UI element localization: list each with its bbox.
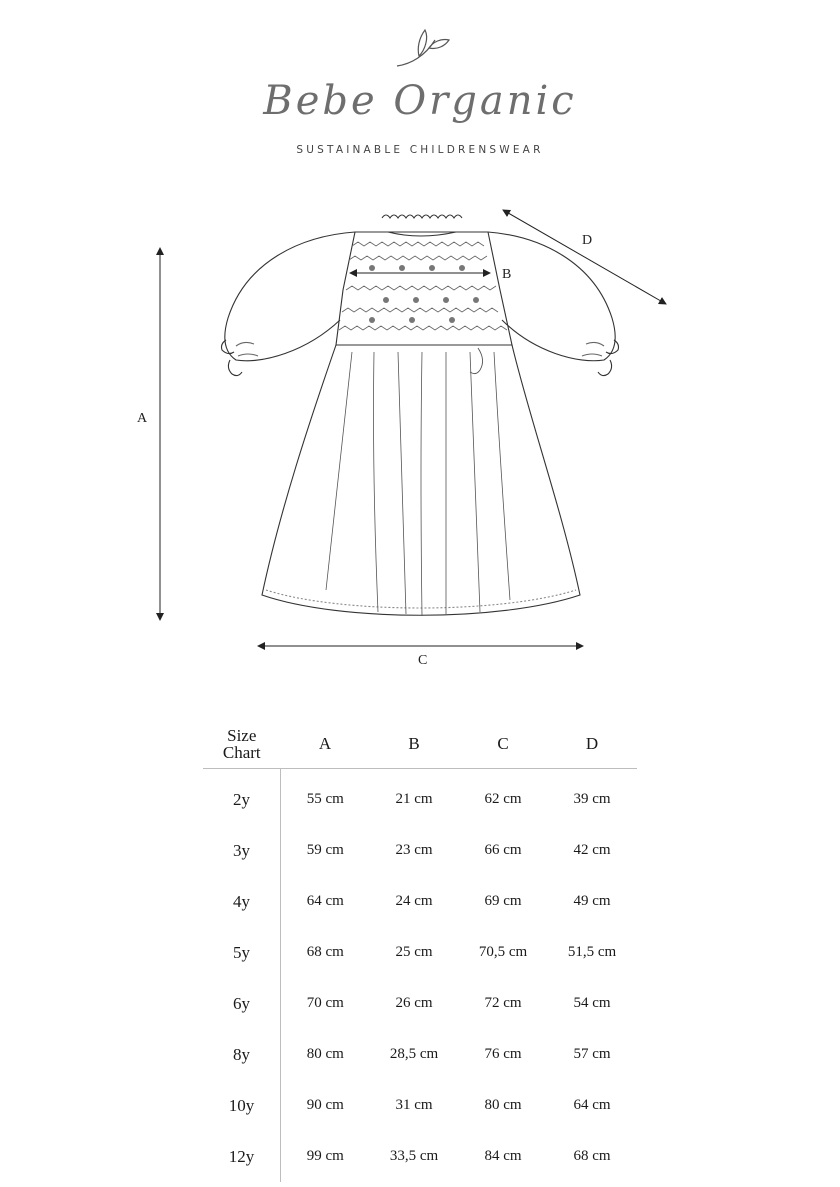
column-header-d: D [548,720,637,769]
table-row [203,1080,637,1131]
column-header-c: C [459,720,548,769]
measurement-cell: 31 cm [395,1097,433,1113]
size-label: 8y [203,1029,281,1080]
measurement-cell: 64 cm [573,1097,611,1113]
measurement-cell: 28,5 cm [389,1046,439,1062]
measurement-cell: 80 cm [306,1046,344,1062]
size-label: 5y [203,927,281,978]
table-row [203,876,637,927]
measurement-cell: 51,5 cm [567,944,617,960]
measurement-cell: 26 cm [395,995,433,1011]
measurement-cell: 59 cm [306,842,344,858]
measurement-cell: 57 cm [573,1046,611,1062]
measurement-cell: 69 cm [484,893,522,909]
measurement-cell: 24 cm [395,893,433,909]
measurement-cell: 33,5 cm [389,1148,439,1164]
dimension-arrow-d [503,210,666,304]
measurement-cell: 54 cm [573,995,611,1011]
dimension-label-c: C [418,653,428,668]
measurement-cell: 66 cm [484,842,522,858]
dimension-label-b: B [502,267,512,282]
size-chart-corner [203,720,281,769]
measurement-cell: 70 cm [306,995,344,1011]
table-row [203,769,637,826]
measurement-cell: 42 cm [573,842,611,858]
size-chart-corner-line1: Size [227,726,257,745]
size-label: 12y [203,1131,281,1182]
table-row [203,927,637,978]
dress-drawing [222,215,619,616]
measurement-cell: 23 cm [395,842,433,858]
size-chart-table [203,720,637,1182]
measurement-cell: 68 cm [306,944,344,960]
measurement-cell: 99 cm [306,1148,344,1164]
size-chart-corner-line2: Chart [222,743,261,762]
dimension-label-a: A [137,411,148,426]
table-row [203,1131,637,1182]
size-label: 6y [203,978,281,1029]
measurement-cell: 70,5 cm [478,944,528,960]
size-label: 10y [203,1080,281,1131]
measurement-cell: 64 cm [306,893,344,909]
measurement-cell: 49 cm [573,893,611,909]
size-chart-header-row [203,720,637,769]
measurement-cell: 76 cm [484,1046,522,1062]
brand-tagline: SUSTAINABLE CHILDRENSWEAR [296,144,544,156]
measurement-cell: 21 cm [395,791,433,807]
measurement-cell: 90 cm [306,1097,344,1113]
measurement-cell: 72 cm [484,995,522,1011]
size-label: 4y [203,876,281,927]
table-row [203,978,637,1029]
table-row [203,825,637,876]
column-header-b: B [370,720,459,769]
measurement-cell: 84 cm [484,1148,522,1164]
column-header-a: A [281,720,370,769]
measurement-cell: 39 cm [573,791,611,807]
measurement-cell: 62 cm [484,791,522,807]
size-label: 3y [203,825,281,876]
brand-name: Bebe Organic [263,78,577,124]
dimension-label-d: D [582,233,593,248]
measurement-cell: 55 cm [306,791,344,807]
measurement-cell: 68 cm [573,1148,611,1164]
table-row [203,1029,637,1080]
measurement-cell: 25 cm [395,944,433,960]
size-label: 2y [203,769,281,826]
measurement-cell: 80 cm [484,1097,522,1113]
